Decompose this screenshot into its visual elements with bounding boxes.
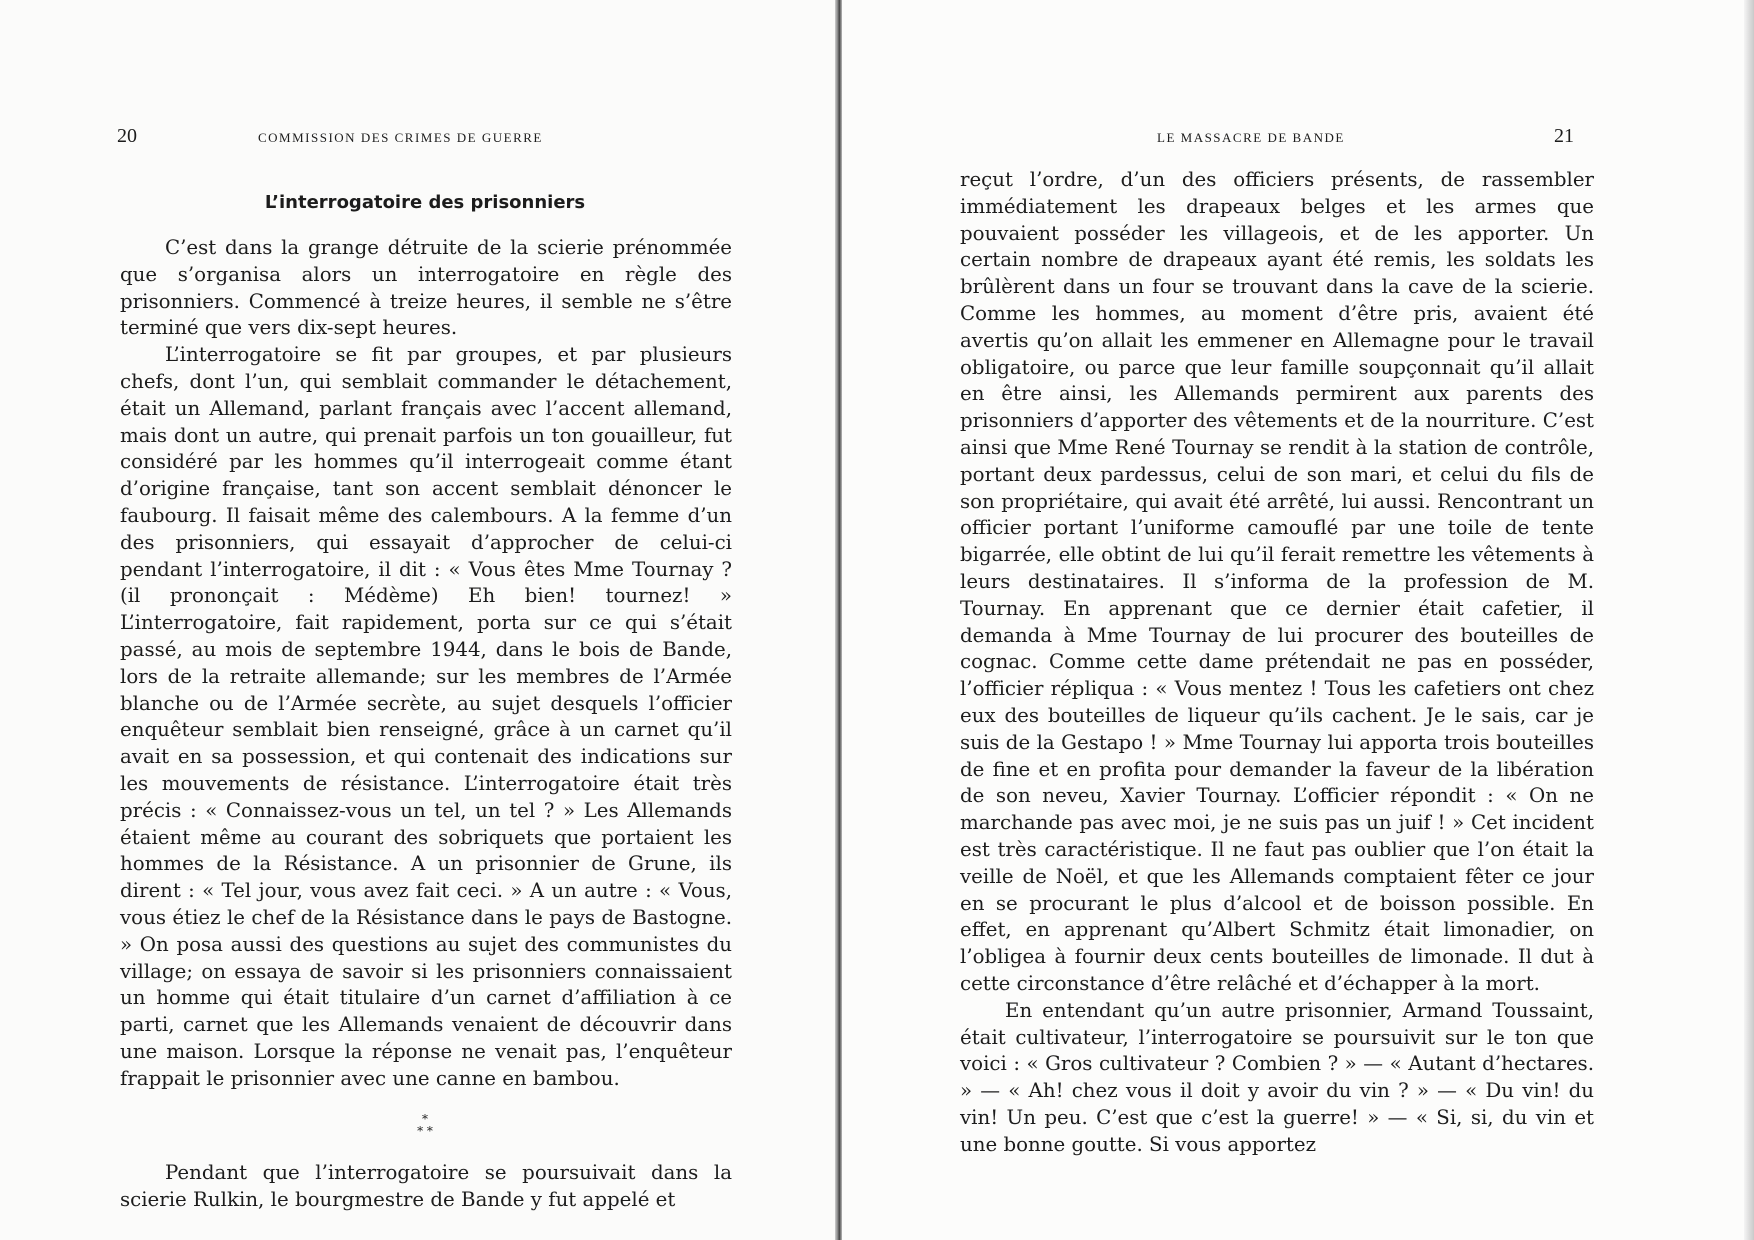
book-gutter bbox=[835, 0, 842, 1240]
right-page bbox=[842, 0, 1754, 1240]
section-break-asterism: * * * bbox=[417, 1112, 433, 1138]
closing-paragraph: Pendant que l’interrogatoire se poursuivait dans la scierie Rulkin, le bourgmestre de Bande y fut appelé et bbox=[120, 1161, 732, 1211]
page-edge bbox=[1744, 0, 1754, 1240]
paragraph-1: C’est dans la grange détruite de la scierie prénommée que s’organisa alors un interrogatoire en règle des prisonniers. Commencé à treize heures, il semble ne s’être terminé que vers dix-sept heures. bbox=[120, 236, 732, 340]
left-page bbox=[0, 0, 835, 1240]
running-head-left: COMMISSION DES CRIMES DE GUERRE bbox=[258, 130, 543, 145]
section-title: L’interrogatoire des prisonniers bbox=[264, 192, 586, 213]
paragraph-2: L’interrogatoire se fit par groupes, et par plusieurs chefs, dont l’un, qui semblait commander le détachement, était un Allemand, parlant français avec l’accent allemand, mais dont un autre, qui prenait parfois un ton gouailleur, fut considéré par les hommes qu’il interrogeait comme étant d’origine française, tant son accent semblait dénoncer le faubourg. Il faisait même des calembours. A la femme d’un des prisonniers, qui essayait d’approcher de celui-ci pendant l’interrogatoire, il dit : « Vous êtes Mme Tournay ? (il prononçait : Médème) Eh bien! tournez! » L’interrogatoire, fait rapidement, porta sur ce qui s’était passé, au mois de septembre 1944, dans le bois de Bande, lors de la retraite allemande; sur les membres de l’Armée blanche ou de l’Armée secrète, au sujet desquels l’officier enquêteur semblait bien renseigné, grâce à un carnet qu’il avait en sa possession, et qui contenait des indications sur les mouvements de résistance. L’interrogatoire était très précis : « Connaissez-vous un tel, un tel ? » Les Allemands étaient même au courant des sobriquets que portaient les hommes de la Résistance. A un prisonnier de Grune, ils dirent : « Tel jour, vous avez fait ceci. » A un autre : « Vous, vous étiez le chef de la Résistance dans le pays de Bastogne. » On posa aussi des questions au sujet des communistes du village; on essaya de savoir si les prisonniers connaissaient un homme qui était titulaire d’un carnet d’affiliation à ce parti, carnet que les Allemands venaient de découvrir dans une maison. Lorsque la réponse ne venait pas, l’enquêteur frappait le prisonnier avec une canne en bambou. bbox=[120, 343, 732, 1090]
page-number-right: 21 bbox=[1554, 125, 1574, 147]
right-body-text bbox=[960, 167, 1594, 1158]
paragraph-3: reçut l’ordre, d’un des officiers présents, de rassembler immédiatement les drapeaux belges et les armes que pouvaient posséder les villageois, et de les apporter. Un certain nombre de drapeaux ayant été remis, les soldats les brûlèrent dans un four se trouvant dans la cave de la scierie. Comme les hommes, au moment d’être pris, avaient été avertis qu’on allait les emmener en Allemagne pour le travail obligatoire, ou parce que leur famille soupçonnait qu’il allait en être ainsi, les Allemands permirent aux parents des prisonniers d’apporter des vêtements et de la nourriture. C’est ainsi que Mme René Tournay se rendit à la station de contrôle, portant deux pardessus, celui de son mari, et celui du fils de son propriétaire, qui avait été arrêté, lui aussi. Rencontrant un officier portant l’uniforme camouflé par une toile de tente bigarrée, elle obtint de lui qu’il ferait remettre les vêtements à leurs destinataires. Il s’informa de la profession de M. Tournay. En apprenant que ce dernier était cafetier, il demanda à Mme Tournay de lui procurer des bouteilles de cognac. Comme cette dame prétendait ne pas en posséder, l’officier répliqua : « Vous mentez ! Tous les cafetiers ont chez eux des bouteilles de liqueur qu’ils cachent. Je le sais, car je suis de la Gestapo ! » Mme Tournay lui apporta trois bouteilles de fine et en profita pour demander la faveur de la libération de son neveu, Xavier Tournay. L’officier répondit : « On ne marchande pas avec moi, je ne suis pas un juif ! » Cet incident est très caractéristique. Il ne faut pas oublier que l’on était la veille de Noël, et que les Allemands comptaient fêter ce jour en se procurant le plus d’alcool et de boisson possible. En effet, en apprenant qu’Albert Schmitz était limonadier, on l’obligea à fournir deux cents bouteilles de limonade. Il dut à cette circonstance d’être relâché et d’échapper à la mort. bbox=[960, 168, 1594, 995]
left-body-text bbox=[120, 235, 732, 1093]
running-head-right: LE MASSACRE DE BANDE bbox=[1157, 130, 1345, 145]
left-closing-text bbox=[120, 1160, 732, 1214]
paragraph-4: En entendant qu’un autre prisonnier, Armand Toussaint, était cultivateur, l’interrogatoire se poursuivit sur le ton que voici : « Gros cultivateur ? Combien ? » — « Autant d’hectares. » — « Ah! chez vous il doit y avoir du vin ? » — « Du vin! du vin! Un peu. C’est que c’est la guerre! » — « Si, si, du vin et une bonne goutte. Si vous apportez bbox=[960, 998, 1594, 1156]
page-number-left: 20 bbox=[117, 125, 137, 147]
